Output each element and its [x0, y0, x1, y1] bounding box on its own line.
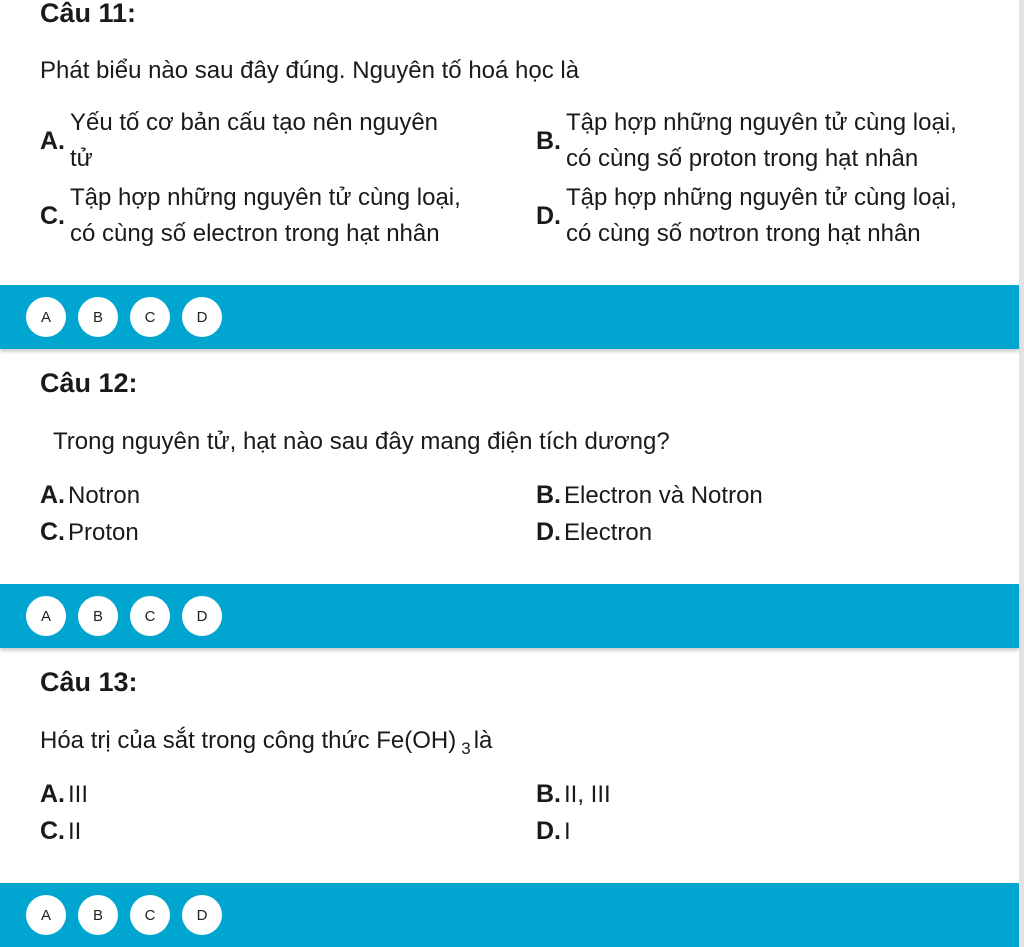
option-a[interactable]	[40, 105, 510, 177]
answer-button-c[interactable]: C	[130, 596, 170, 636]
option-letter: B.	[536, 127, 561, 155]
option-letter: D.	[536, 202, 561, 230]
option-text: Electron và Notron	[564, 482, 763, 509]
answer-button-b[interactable]: B	[78, 596, 118, 636]
option-text: Electron	[564, 519, 653, 546]
option-d[interactable]	[536, 514, 652, 551]
option-d[interactable]	[536, 180, 1006, 252]
option-text-line2: có cùng số nơtron trong hạt nhân	[566, 220, 921, 247]
answer-bar-13	[0, 883, 1019, 947]
option-text: II	[68, 818, 82, 845]
option-c[interactable]	[40, 180, 510, 252]
option-letter: B.	[536, 481, 561, 509]
option-letter: C.	[40, 202, 65, 230]
answer-button-a[interactable]: A	[26, 895, 66, 935]
option-letter: C.	[40, 518, 65, 546]
question-11	[0, 0, 1019, 285]
prompt-text: Hóa trị của sắt trong công thức Fe(OH)	[40, 727, 457, 754]
option-b[interactable]	[536, 477, 763, 514]
option-letter: A.	[40, 481, 65, 509]
question-title: Câu 12:	[40, 368, 138, 398]
question-title: Câu 13:	[40, 667, 138, 697]
option-c[interactable]	[40, 813, 81, 850]
option-letter: B.	[536, 780, 561, 808]
option-b[interactable]	[536, 776, 611, 813]
answer-button-c[interactable]: C	[130, 297, 170, 337]
option-letter: A.	[40, 780, 65, 808]
option-text-line1: Tập hợp những nguyên tử cùng loại,	[566, 109, 957, 136]
option-text-line2: có cùng số electron trong hạt nhân	[70, 220, 440, 247]
answer-button-a[interactable]: A	[26, 297, 66, 337]
option-a[interactable]	[40, 776, 88, 813]
option-text: II, III	[564, 781, 611, 808]
option-d[interactable]	[536, 813, 571, 850]
prompt-subscript: 3	[461, 739, 471, 758]
option-letter: D.	[536, 518, 561, 546]
option-c[interactable]	[40, 514, 139, 551]
answer-button-c[interactable]: C	[130, 895, 170, 935]
option-text: I	[564, 818, 571, 845]
answer-button-d[interactable]: D	[182, 297, 222, 337]
question-12	[0, 355, 1019, 584]
answer-button-d[interactable]: D	[182, 596, 222, 636]
option-text-line1: Tập hợp những nguyên tử cùng loại,	[70, 184, 461, 211]
option-letter: A.	[40, 127, 65, 155]
option-text-line1: Tập hợp những nguyên tử cùng loại,	[566, 184, 957, 211]
question-13	[0, 654, 1019, 883]
option-letter: C.	[40, 817, 65, 845]
option-text-line1: Yếu tố cơ bản cấu tạo nên nguyên	[70, 109, 439, 136]
answer-bar-12	[0, 584, 1019, 648]
answer-button-b[interactable]: B	[78, 895, 118, 935]
answer-bar-11	[0, 285, 1019, 349]
question-prompt: Trong nguyên tử, hạt nào sau đây mang điện tích dương?	[53, 428, 670, 455]
answer-button-b[interactable]: B	[78, 297, 118, 337]
answer-button-d[interactable]: D	[182, 895, 222, 935]
question-title: Câu 11:	[40, 0, 137, 28]
question-prompt: Phát biểu nào sau đây đúng. Nguyên tố hoá học là	[40, 57, 580, 84]
option-b[interactable]	[536, 105, 1006, 177]
prompt-text-end: là	[473, 727, 493, 754]
question-prompt	[40, 727, 493, 758]
answer-button-a[interactable]: A	[26, 596, 66, 636]
option-a[interactable]	[40, 477, 140, 514]
option-text: Notron	[68, 482, 141, 509]
option-letter: D.	[536, 817, 561, 845]
option-text-line2: có cùng số proton trong hạt nhân	[566, 145, 919, 172]
option-text-line2: tử	[70, 145, 93, 172]
option-text: Proton	[68, 519, 139, 546]
option-text: III	[68, 781, 89, 808]
